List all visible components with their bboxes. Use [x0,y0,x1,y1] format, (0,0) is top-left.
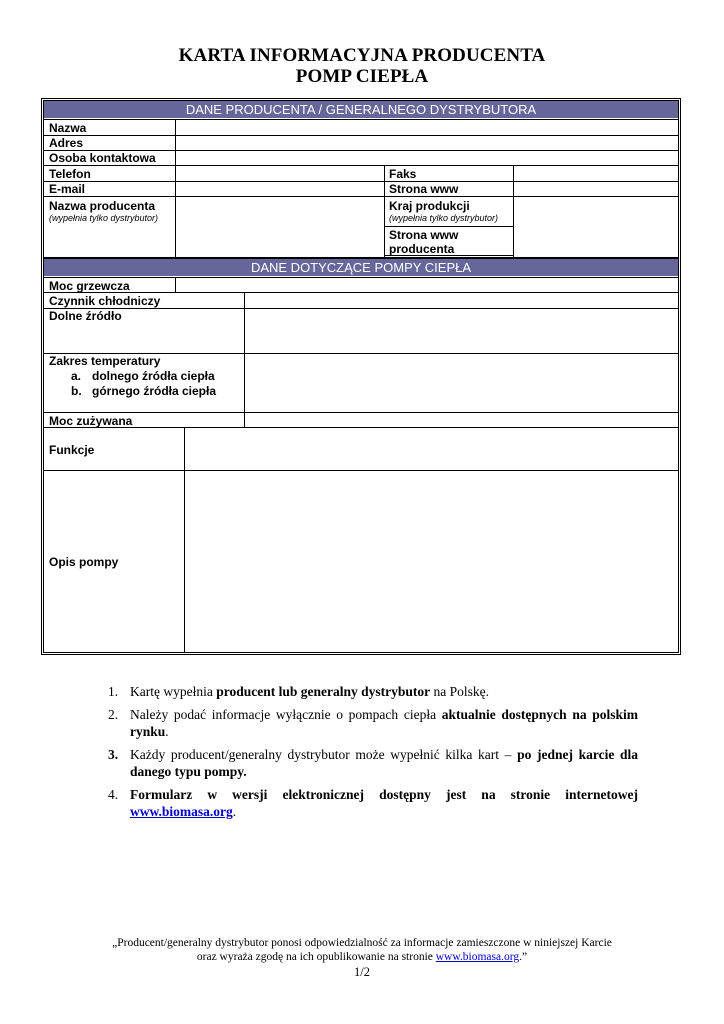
section-header-pump: DANE DOTYCZĄCE POMPY CIEPŁA [44,259,678,276]
column-divider [175,120,176,258]
row-divider [44,308,678,309]
list-item-text: Kartę wypełnia producent lub generalny dystrybutor na Polskę. [130,684,489,699]
list-item-number: 1. [108,684,119,699]
instructions-list [108,683,638,820]
list-marker-b: b. [71,384,82,398]
row-divider [44,292,678,293]
column-divider [244,293,245,428]
label-zakres-dolnego: dolnego źródła ciepła [92,369,215,383]
label-zakres-temperatury: Zakres temperatury [49,354,161,368]
label-telefon: Telefon [49,167,91,181]
list-item-number: 2. [108,707,119,722]
list-item-text: Formularz w wersji elektronicznej dostępny jest na stronie internetowej www.biomasa.org. [130,787,638,819]
list-item-text: Każdy producent/generalny dystrybutor może wypełnić kilka kart – po jednej karcie dla danego typu pompy. [130,747,639,779]
list-item-text: Należy podać informacje wyłącznie o pompach ciepła aktualnie dostępnych na polskim rynku. [130,707,638,739]
label-moc-grzewcza: Moc grzewcza [49,279,130,293]
biomasa-link[interactable]: www.biomasa.org [130,804,233,819]
label-osoba-kontaktowa: Osoba kontaktowa [49,151,156,165]
footer-disclaimer-line2: oraz wyraża zgodę na ich opublikowanie na stronie www.biomasa.org.” [196,951,528,963]
document-title: KARTA INFORMACYJNA PRODUCENTA [178,45,546,66]
label-strona-www: Strona www [389,182,459,196]
footer-biomasa-link[interactable]: www.biomasa.org [435,951,520,963]
label-nazwa: Nazwa [49,121,87,135]
list-marker-a: a. [71,369,82,383]
label-dolne-zrodlo: Dolne źródło [49,309,122,323]
list-item [108,683,638,700]
column-divider [513,166,514,258]
label-czynnik-chlodniczy: Czynnik chłodniczy [49,294,161,308]
row-divider [44,277,678,278]
document-subtitle: POMP CIEPŁA [295,66,429,87]
label-opis-pompy: Opis pompy [49,555,119,569]
label-moc-zuzywana: Moc zużywana [49,414,133,428]
list-item [108,746,638,780]
list-item-number: 3. [108,747,119,762]
note-dystrybutor-kraj: (wypełnia tylko dystrybutor) [389,213,499,223]
row-divider [44,119,678,120]
row-divider [44,135,678,136]
list-item [108,786,638,820]
label-adres: Adres [49,136,84,150]
label-nazwa-producenta: Nazwa producenta [49,199,156,213]
label-strona-producenta-2: producenta [389,242,455,256]
label-strona-producenta-1: Strona www [389,228,459,242]
page-number: 1/2 [354,965,370,979]
label-funkcje: Funkcje [49,443,95,457]
section-header-producer: DANE PRODUCENTA / GENERALNEGO DYSTRYBUTORA [44,101,678,118]
row-divider [44,412,678,413]
label-faks: Faks [389,167,417,181]
label-kraj-produkcji: Kraj produkcji [389,199,470,213]
label-zakres-gornego: górnego źródła ciepła [92,384,217,398]
list-item [108,706,638,740]
row-divider [44,470,678,471]
column-divider [184,428,185,653]
note-dystrybutor: (wypełnia tylko dystrybutor) [49,213,159,223]
column-divider [175,277,176,293]
footer-disclaimer-line1: „Producent/generalny dystrybutor ponosi odpowiedzialność za informacje zamieszczone w niniejszej Karcie [112,937,612,949]
row-divider [44,181,678,182]
row-divider [44,165,678,166]
row-divider [384,226,513,227]
label-email: E-mail [49,182,86,196]
row-divider [44,427,678,428]
row-divider [44,196,678,197]
column-divider [384,166,385,258]
list-item-number: 4. [108,787,119,802]
